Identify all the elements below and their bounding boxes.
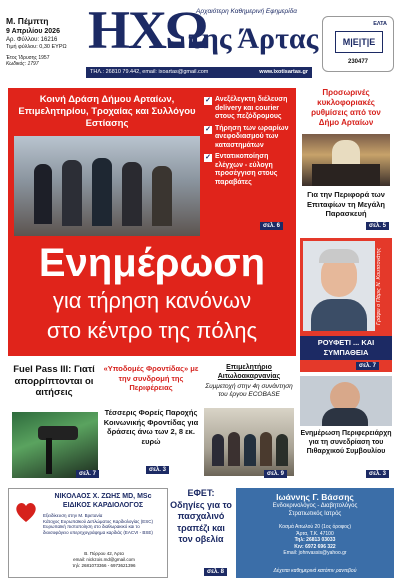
check-icon: ✓ <box>205 125 211 133</box>
region-photo <box>300 376 392 426</box>
column-title: ΡΟΥΦΕΤΙ ... ΚΑΙ ΣΥΜΠΑΘΕΙΑ <box>300 336 392 360</box>
chamber-photo <box>204 408 294 476</box>
ad-cardiologist[interactable] <box>8 488 168 578</box>
page-ref: σελ. 9 <box>264 470 287 478</box>
page-ref: σελ. 8 <box>204 568 227 576</box>
fuel-photo <box>12 412 98 478</box>
heart-icon <box>13 499 39 525</box>
issue-code: Κωδικός: 1797 <box>6 61 39 67</box>
right-top-story[interactable] <box>300 88 392 234</box>
frontida-story[interactable] <box>102 364 200 482</box>
epitaph-photo <box>302 134 390 186</box>
page-ref: σελ. 7 <box>356 362 379 370</box>
right-top-caption: Για την Περιφορά των Επιταφίων τη Μεγάλη Παρασκευή <box>307 190 385 218</box>
frontida-body: Τέσσερις Φορείς Παροχής Κοινωνικής Φροντίδας για δράσεις άνω των 2, 8 εκ. ευρώ <box>103 408 199 446</box>
ad-right-contact: Κοσμά Αιτωλού 20 (1ος όροφος) Άρτα, Τ.Κ. 47100 Τηλ: 26813 03033 Κιν: 6972 696 322 Email: johnvassis@yahoo.gr <box>279 524 351 556</box>
efet-headline: ΕΦΕΤ: Οδηγίες για το πασχαλινό τραπέζι και τον οβελία <box>170 488 232 544</box>
badge-code: 230477 <box>347 59 369 65</box>
issue-founded: Έτος Ίδρυσης 1957 <box>6 55 50 61</box>
chamber-headline: Συμμετοχή στην 4η συνάντηση του έργου ECOBASE <box>205 383 293 398</box>
ad-right-subtitle: Στρατιωτικός Ιατρός <box>288 511 342 517</box>
chamber-kicker: Επιμελητήριο Αιτωλοακαρνανίας <box>217 364 281 380</box>
region-story[interactable] <box>300 376 392 482</box>
fuel-headline: Fuel Pass III: Γιατί απορρίπτονται οι αιτήσεις <box>13 364 95 398</box>
meter-badge <box>322 16 394 72</box>
bullet-item: ✓ Εντατικοποίηση ελέγχων - εύλογη προσέγγιση στους παραβάτες <box>205 153 278 186</box>
logo-big: ΗΧΩ <box>88 0 207 60</box>
page-ref: σελ. 6 <box>260 222 283 230</box>
bullet-item: ✓ Τήρηση των ωραρίων ανεφοδιασμού των καταστημάτων <box>205 124 289 149</box>
right-top-headline: Προσωρινές κυκλοφοριακές ρυθμίσεις από τον Δήμο Αρταίων <box>311 88 381 127</box>
columnist-photo <box>303 241 375 331</box>
banner-big: Ενημέρωση <box>38 241 266 285</box>
chamber-story[interactable] <box>202 364 296 482</box>
frontida-headline: «Υποδομές Φροντίδας» με την συνδρομή της Περιφέρειας <box>103 364 199 392</box>
banner-line-2: για τήρηση κανόνων <box>52 288 252 313</box>
issue-price: Τιμή φύλλου: 0,30 ΕΥΡΩ <box>6 44 67 50</box>
website-link[interactable]: www.ixotisartas.gr <box>259 69 308 75</box>
ad-left-name: ΝΙΚΟΛΑΟΣ Χ. ΖΩΗΣ MD, MSc <box>54 493 152 500</box>
issue-date: 9 Απριλίου 2026 <box>6 28 60 35</box>
ad-left-credentials: Εξειδίκευση στην Μ. Βρετανία Κάτοχος Ευρωπαϊκού Διπλώματος Καρδιολογίας (ESC) Ευρωπαϊκή πιστοποίηση στο διαθωρακικό και το διοισοφάγειο υπερηχογράφημα καρδιάς (EACVI - BSE) <box>43 513 153 535</box>
ad-endocrinologist[interactable] <box>236 488 394 578</box>
lead-bullets <box>204 96 292 190</box>
check-icon: ✓ <box>205 154 211 161</box>
ad-left-contact: Β. Πύρρου 42, Άρτα email: nickzois.md@gmail.com τηλ: 2681073366 - 6973621396 <box>72 551 136 568</box>
page-ref: σελ. 5 <box>366 222 389 230</box>
tagline: Αρχαιότερη Καθημερινή Εφημερίδα <box>196 8 297 15</box>
fuel-story[interactable] <box>8 364 100 482</box>
logo-small: της Άρτας <box>188 22 319 55</box>
bullet-item: ✓ Ανεξέλεγκτη διέλευση delivery και courier στους πεζόδρομους <box>205 96 288 120</box>
ad-right-name: Ιωάννης Γ. Βάσσης <box>276 492 354 502</box>
column-byline: Γράφει ο Πάρις Ν. Κουτσονάτης <box>376 247 382 325</box>
lead-headline: Κοινή Δράση Δήμου Αρταίων, Επιμελητηρίου, Τροχαίας και Συλλόγου Εστίασης <box>18 94 196 129</box>
efet-teaser[interactable] <box>170 488 232 578</box>
page-ref: σελ. 3 <box>146 466 169 474</box>
issue-number: Αρ. Φύλλου: 16216 <box>6 37 58 43</box>
lead-story[interactable] <box>8 88 296 356</box>
ad-right-note: Δέχεται καθημερινά κατόπιν ραντεβού <box>273 568 357 574</box>
ad-right-title: Ενδοκρινολόγος - Διαβητολόγος <box>272 503 358 509</box>
meter-mark: Μ|Ε|Τ|Ε <box>335 31 383 53</box>
region-headline: Ενημέρωση Περιφερειάρχη για τη συνεδρίαση του Πιθαρχικού Συμβουλίου <box>300 430 392 455</box>
page-ref: σελ. 7 <box>76 470 99 478</box>
contact-info: ΤΗΛ.: 26810 79.442, email: ixoartas@gmail.com <box>90 69 209 75</box>
masthead <box>0 0 400 84</box>
issue-day: Μ. Πέμπτη <box>6 16 49 26</box>
ad-left-title: ΕΙΔΙΚΟΣ ΚΑΡΔΙΟΛΟΓΟΣ <box>62 502 144 509</box>
lead-photo <box>14 136 200 236</box>
issue-info <box>6 16 78 67</box>
contact-bar <box>86 67 312 78</box>
banner-line-3: στο κέντρο της πόλης <box>46 318 258 343</box>
check-icon: ✓ <box>205 97 211 104</box>
page-ref: σελ. 3 <box>366 470 389 478</box>
elta-mark: ΕΛΤΑ <box>373 21 387 27</box>
column-box[interactable] <box>300 238 392 372</box>
